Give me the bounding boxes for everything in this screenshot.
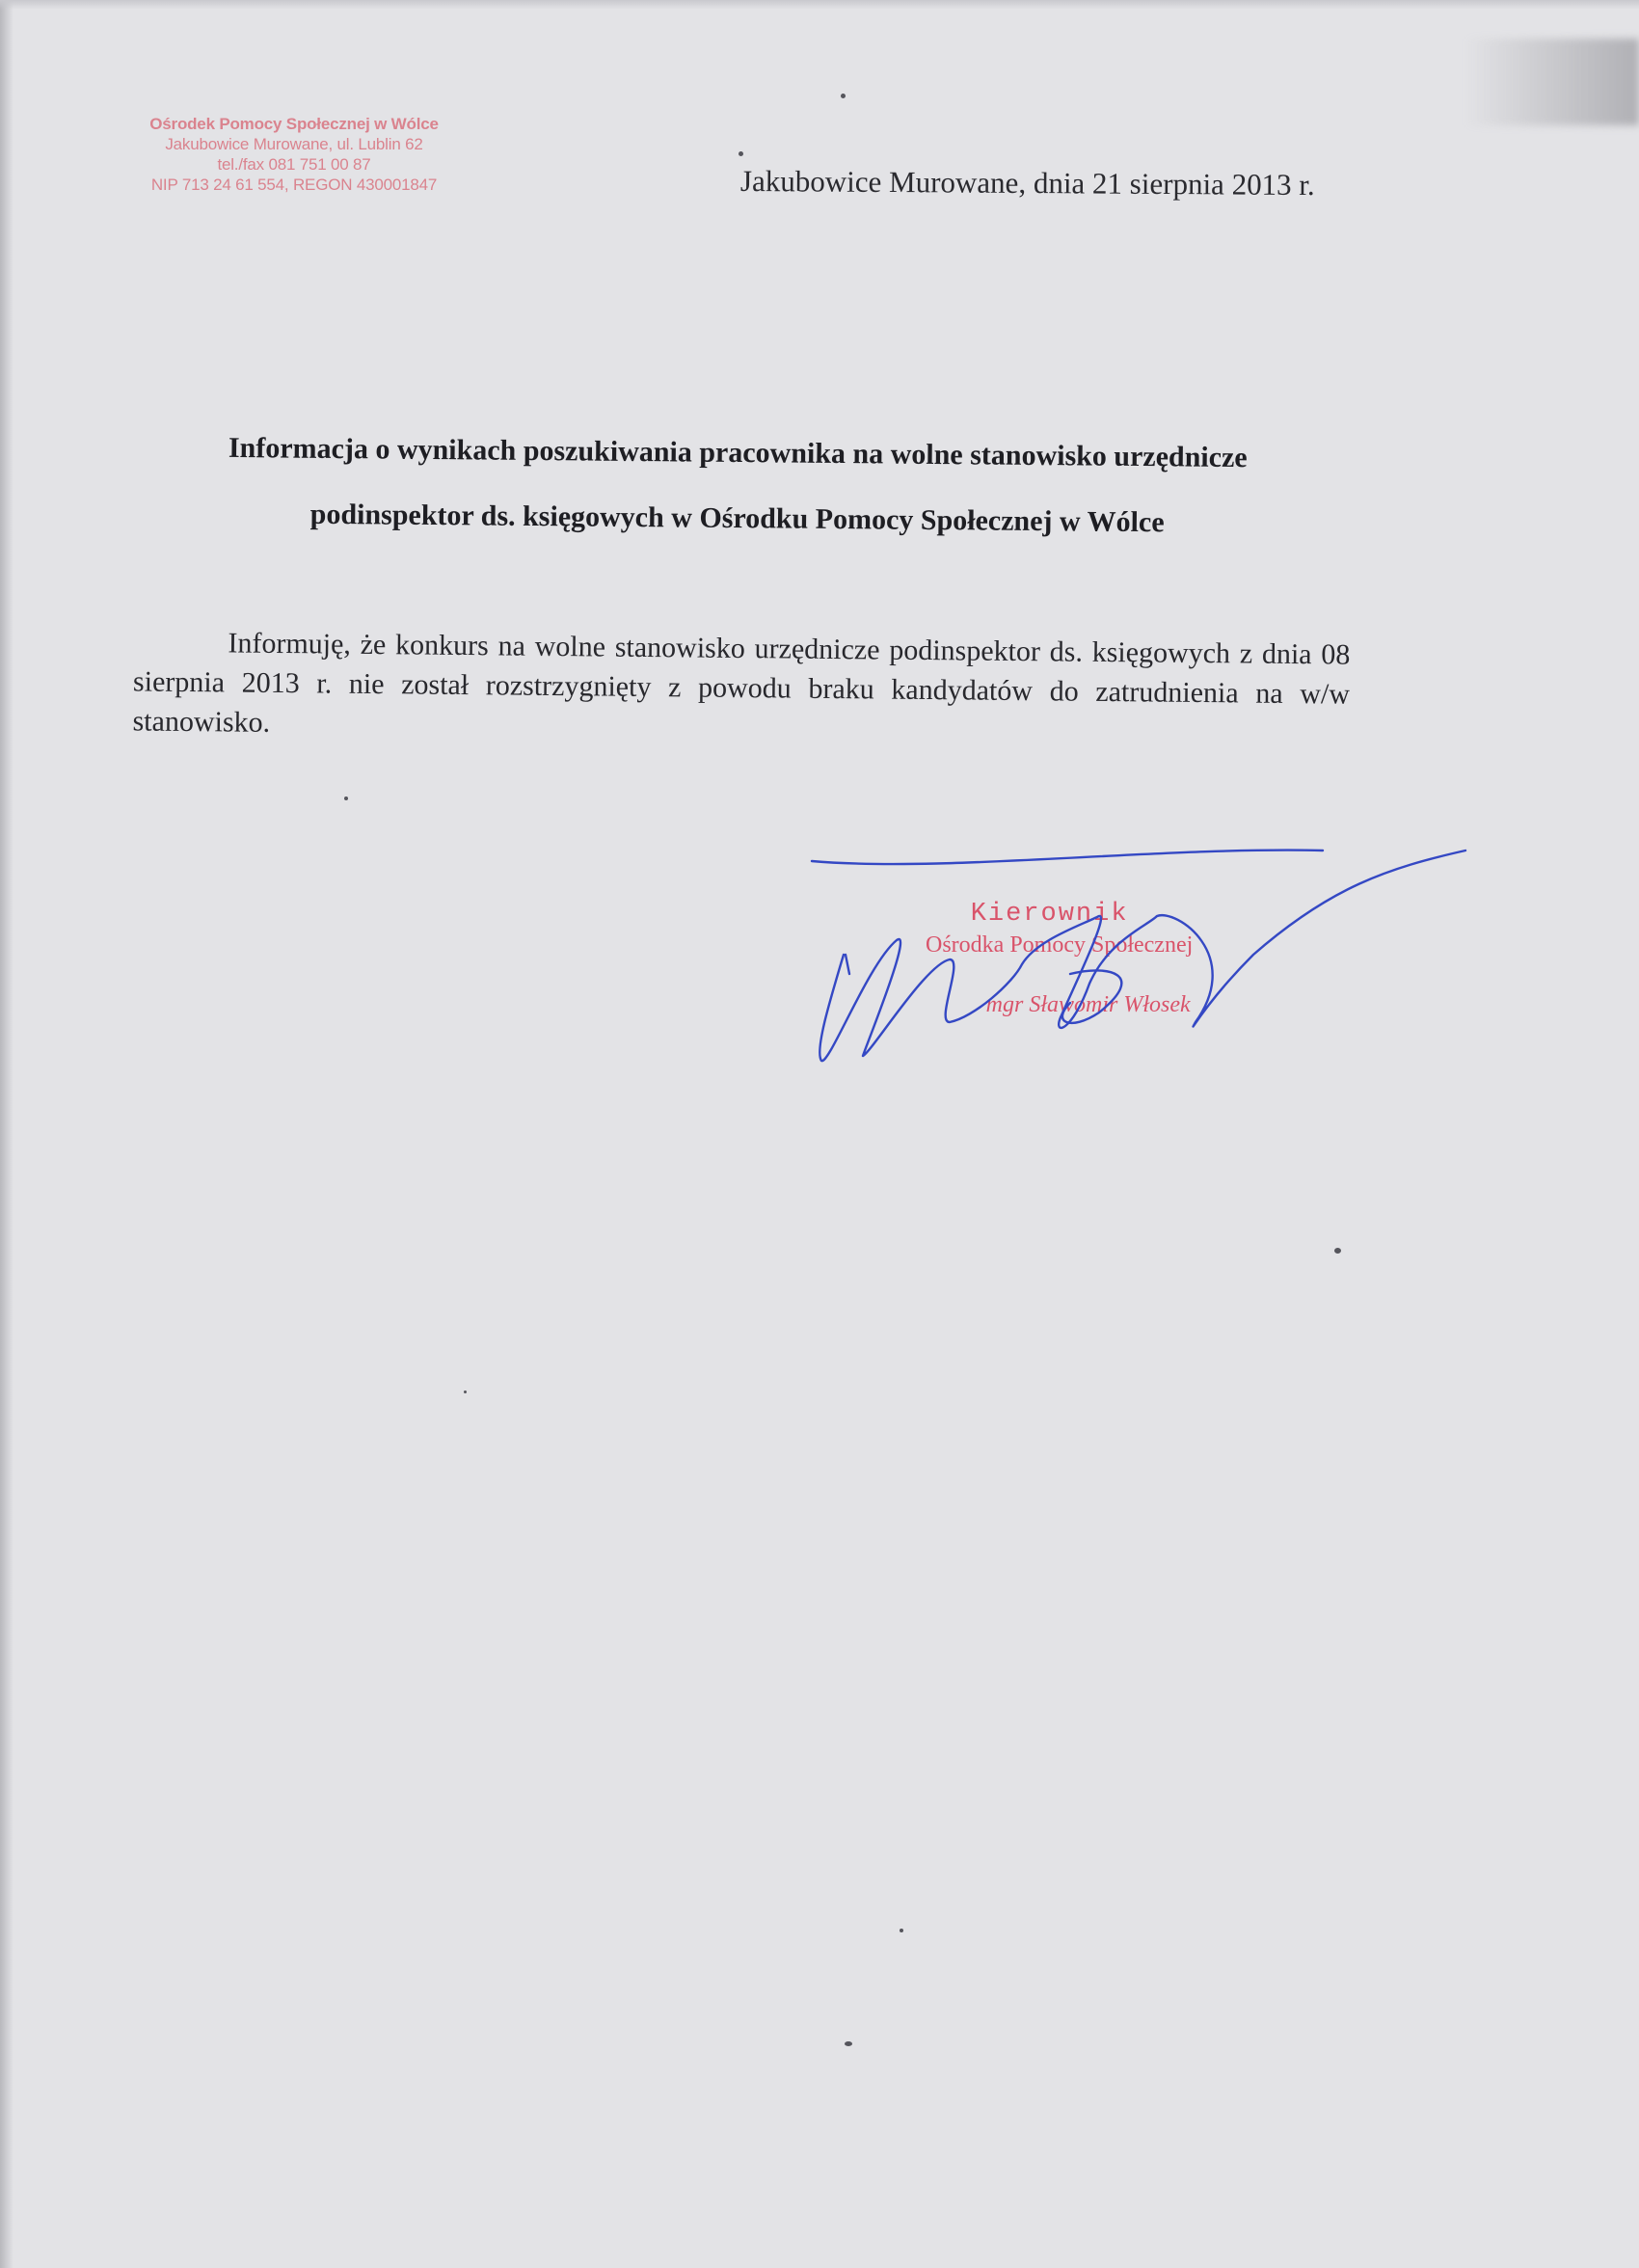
signatory-name: mgr Sławomir Włosek	[985, 992, 1191, 1017]
stamp-address: Jakubowice Murowane, ul. Lublin 62	[165, 135, 423, 153]
title-line-2: podinspektor ds. księgowych w Ośrodku Pomocy Społecznej w Wólce	[309, 498, 1165, 539]
scan-speck	[344, 796, 348, 800]
place-and-date: Jakubowice Murowane, dnia 21 sierpnia 2013 r.	[739, 163, 1315, 202]
scan-speck	[739, 151, 743, 156]
scan-speck	[464, 1390, 467, 1393]
stamp-ids: NIP 713 24 61 554, REGON 430001847	[150, 176, 438, 194]
stamp-phone: tel./fax 081 751 00 87	[217, 155, 371, 174]
scan-speck	[900, 1929, 903, 1932]
scan-speck	[841, 94, 846, 98]
scan-speck	[845, 2041, 852, 2046]
signature-tick-stroke	[846, 955, 849, 974]
signatory-organization: Ośrodka Pomocy Społecznej	[926, 932, 1194, 958]
scan-speck	[1334, 1248, 1341, 1254]
signatory-title: Kierownik	[970, 900, 1129, 929]
signature-main-stroke	[820, 850, 1465, 1061]
signature-underline-stroke	[812, 850, 1323, 865]
title-line-1: Informacja o wynikach poszukiwania pracownika na wolne stanowisko urzędnicze	[228, 431, 1248, 474]
stamp-institution-name: Ośrodek Pomocy Społecznej w Wólce	[149, 115, 439, 133]
body-paragraph: Informuję, że konkurs na wolne stanowisko urzędnicze podinspektor ds. księgowych z dnia 08 sierpnia 2013 r. nie został rozstrzygnięty z powodu braku kandydatów do zatrudnienia na w/w stanowisko.	[132, 627, 1351, 739]
